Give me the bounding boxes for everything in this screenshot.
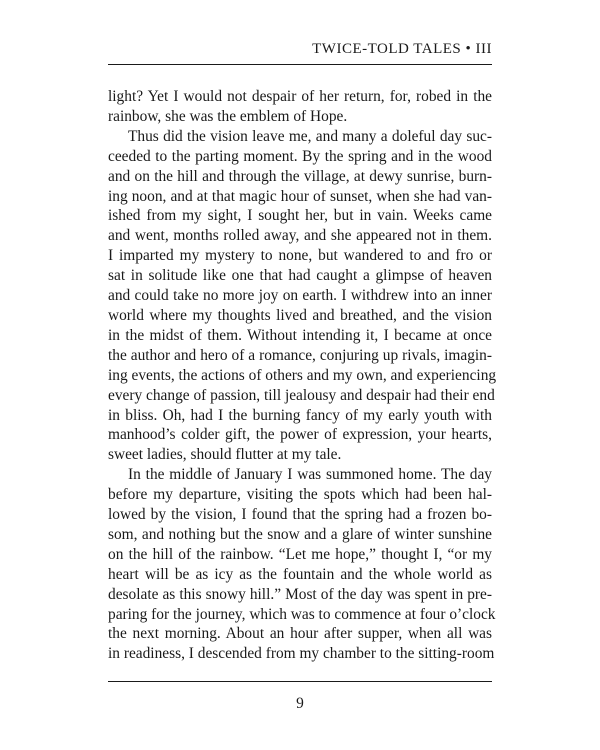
text-line: and went, months rolled away, and she appeared not in them. (108, 227, 492, 245)
text-line: sweet ladies, should flutter at my tale. (108, 446, 342, 464)
text-line: ing events, the actions of others and my own, and experiencing (108, 366, 497, 384)
text-line: ished from my sight, I sought her, but in vain. Weeks came (108, 207, 492, 225)
text-line: desolate as this snowy hill.” Most of the day was spent in pre- (108, 585, 492, 603)
text-line: world where my thoughts lived and breathed, and the vision (108, 306, 492, 324)
text-line: the next morning. About an hour after supper, when all was (108, 625, 492, 643)
text-line: ing noon, and at that magic hour of sunset, when she had van- (108, 187, 492, 205)
text-line: paring for the journey, which was to commence at four o’clock (108, 605, 496, 623)
text-line: sat in solitude like one that had caught a glimpse of heaven (108, 267, 492, 285)
text-line: rainbow, she was the emblem of Hope. (108, 107, 348, 125)
text-line: In the middle of January I was summoned home. The day (128, 466, 492, 484)
text-line: in bliss. Oh, had I the burning fancy of my early youth with (108, 406, 492, 424)
text-line: the author and hero of a romance, conjuring up rivals, imagin- (108, 346, 492, 364)
text-line: ceeded to the parting moment. By the spring and in the wood (108, 147, 492, 165)
text-line: Thus did the vision leave me, and many a doleful day suc- (128, 127, 492, 145)
body-text (108, 87, 497, 664)
text-line: light? Yet I would not despair of her return, for, robed in the (108, 88, 492, 105)
text-line: som, and nothing but the snow and a glare of winter sunshine (108, 525, 492, 543)
text-line: on the hill of the rainbow. “Let me hope,” thought I, “or my (108, 545, 492, 563)
text-line: and could take no more joy on earth. I withdrew into an inner (108, 287, 492, 305)
text-line: I imparted my mystery to none, but wandered to and fro or (108, 247, 492, 265)
footer-rule (108, 681, 492, 682)
text-line: heart will be as icy as the fountain and the whole world as (108, 565, 492, 583)
header-rule (108, 64, 492, 65)
text-line: and on the hill and through the village, at dewy sunrise, burn- (108, 167, 492, 185)
running-head: TWICE-TOLD TALES • III (312, 41, 492, 57)
text-line: before my departure, visiting the spots which had been hal- (108, 486, 492, 504)
text-line: manhood’s colder gift, the power of expression, your hearts, (108, 426, 492, 444)
text-line: every change of passion, till jealousy and despair had their end (108, 386, 495, 404)
text-line: in the midst of them. Without intending it, I became at once (108, 326, 492, 344)
page-number: 9 (296, 695, 304, 712)
text-line: lowed by the vision, I found that the spring had a frozen bo- (108, 506, 492, 524)
text-line: in readiness, I descended from my chamber to the sitting-room (108, 645, 495, 663)
